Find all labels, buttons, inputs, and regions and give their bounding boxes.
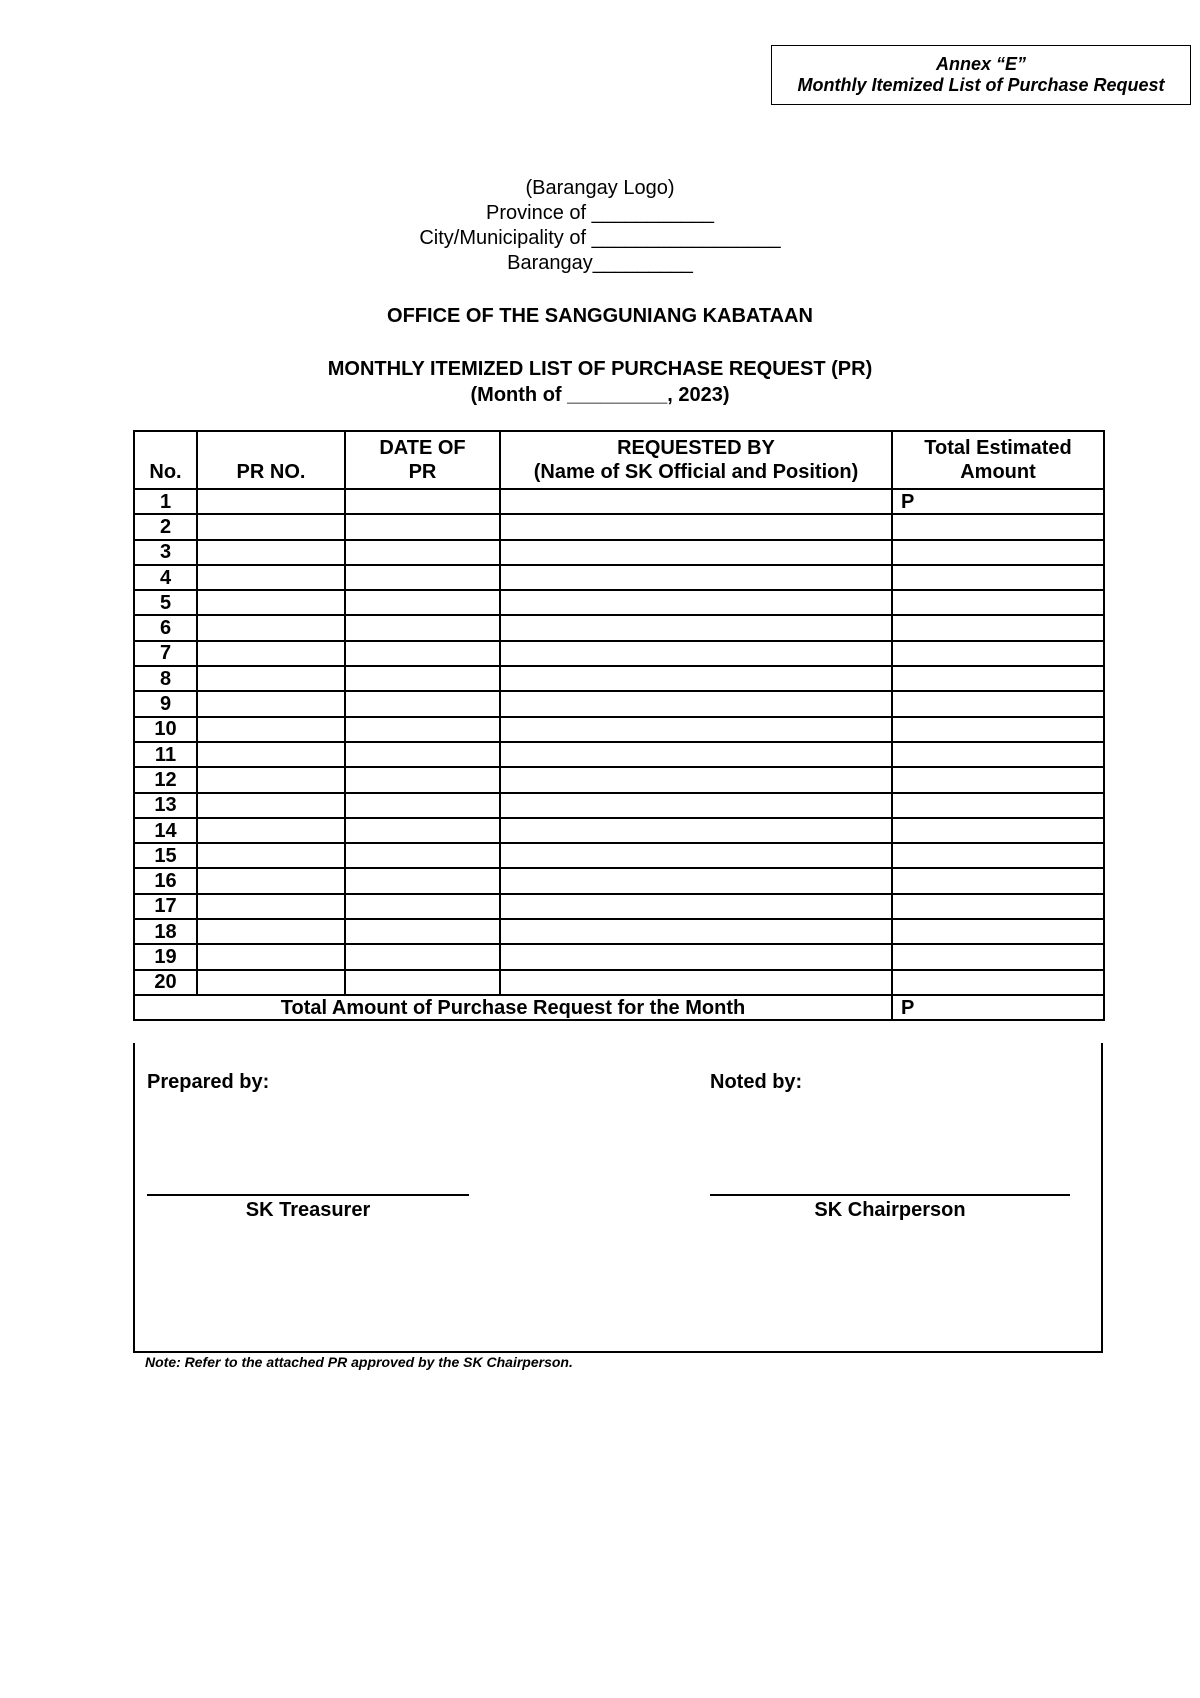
amount-cell[interactable] [892,944,1104,969]
row-number: 17 [134,894,197,919]
treasurer-title: SK Treasurer [245,1199,371,1221]
table-row [134,894,1104,919]
chairperson-signature-line[interactable] [710,1194,1070,1196]
requested-by-cell[interactable] [500,818,892,843]
col-header-requested-line1: REQUESTED BY [617,437,775,459]
table-row [134,970,1104,995]
date-cell[interactable] [345,666,500,691]
col-header-amount-line1: Total Estimated [924,437,1072,459]
amount-cell[interactable] [892,540,1104,565]
requested-by-cell[interactable] [500,540,892,565]
table-row [134,540,1104,565]
col-header-amount [892,431,1104,489]
row-number: 10 [134,717,197,742]
date-cell[interactable] [345,919,500,944]
requested-by-cell[interactable] [500,868,892,893]
noted-by-label: Noted by: [710,1071,803,1093]
amount-cell[interactable] [892,615,1104,640]
amount-cell[interactable] [892,590,1104,615]
row-number: 9 [134,691,197,716]
col-header-requested-line2: (Name of SK Official and Position) [533,461,859,483]
form-title [0,356,1200,408]
province-line: Province of ___________ [486,202,714,224]
amount-cell[interactable] [892,742,1104,767]
table-row [134,565,1104,590]
date-cell[interactable] [345,894,500,919]
table-row [134,868,1104,893]
pr-no-cell[interactable] [197,514,345,539]
table-row [134,767,1104,792]
pr-no-cell[interactable] [197,793,345,818]
col-header-requested-by [500,431,892,489]
requested-by-cell[interactable] [500,767,892,792]
pr-no-cell[interactable] [197,767,345,792]
row-number: 4 [134,565,197,590]
date-cell[interactable] [345,868,500,893]
requested-by-cell[interactable] [500,489,892,514]
annex-label: Annex “E” [935,54,1027,74]
date-cell[interactable] [345,742,500,767]
pr-no-cell[interactable] [197,590,345,615]
prepared-by-label: Prepared by: [147,1071,270,1093]
table-row [134,615,1104,640]
pr-no-cell[interactable] [197,868,345,893]
footnote: Note: Refer to the attached PR approved by the SK Chairperson. [145,1354,573,1370]
table-row [134,641,1104,666]
requested-by-cell[interactable] [500,615,892,640]
purchase-request-table [133,430,1105,1021]
date-cell[interactable] [345,615,500,640]
row-number: 18 [134,919,197,944]
amount-cell[interactable] [892,818,1104,843]
form-title-month: (Month of _________, 2023) [470,384,730,406]
requested-by-cell[interactable] [500,641,892,666]
table-row [134,691,1104,716]
city-line: City/Municipality of _________________ [419,227,781,249]
date-cell[interactable] [345,944,500,969]
pr-no-cell[interactable] [197,818,345,843]
col-header-pr-no: PR NO. [197,431,345,489]
pr-no-cell[interactable] [197,615,345,640]
requested-by-cell[interactable] [500,793,892,818]
amount-cell[interactable] [892,843,1104,868]
date-cell[interactable] [345,793,500,818]
pr-no-cell[interactable] [197,944,345,969]
amount-cell[interactable] [892,793,1104,818]
table-row [134,843,1104,868]
date-cell[interactable] [345,540,500,565]
pr-no-cell[interactable] [197,489,345,514]
pr-no-cell[interactable] [197,742,345,767]
date-cell[interactable] [345,970,500,995]
requested-by-cell[interactable] [500,894,892,919]
table-row [134,944,1104,969]
pr-no-cell[interactable] [197,970,345,995]
row-number: 16 [134,868,197,893]
requested-by-cell[interactable] [500,514,892,539]
row-number: 13 [134,793,197,818]
requested-by-cell[interactable] [500,919,892,944]
col-header-amount-line2: Amount [960,461,1036,483]
amount-cell[interactable] [892,919,1104,944]
requested-by-cell[interactable] [500,970,892,995]
row-number: 20 [134,970,197,995]
requested-by-cell[interactable] [500,944,892,969]
row-number: 19 [134,944,197,969]
table-row [134,919,1104,944]
total-amount-value[interactable]: P [892,995,1104,1020]
pr-no-cell[interactable] [197,540,345,565]
table-header-row [134,431,1104,489]
row-number: 12 [134,767,197,792]
date-cell[interactable] [345,717,500,742]
date-cell[interactable] [345,514,500,539]
amount-cell[interactable] [892,767,1104,792]
table-row [134,818,1104,843]
table-body [134,489,1104,995]
requested-by-cell[interactable] [500,742,892,767]
row-number: 6 [134,615,197,640]
date-cell[interactable] [345,843,500,868]
table-row [134,514,1104,539]
requested-by-cell[interactable] [500,565,892,590]
amount-cell[interactable] [892,970,1104,995]
amount-cell[interactable] [892,868,1104,893]
row-number: 14 [134,818,197,843]
barangay-logo-placeholder: (Barangay Logo) [525,177,675,199]
total-label: Total Amount of Purchase Request for the Month [134,995,892,1020]
row-number: 5 [134,590,197,615]
signature-section [133,1043,1103,1353]
date-cell[interactable] [345,565,500,590]
pr-no-cell[interactable] [197,843,345,868]
form-title-main: MONTHLY ITEMIZED LIST OF PURCHASE REQUEST (PR) [327,358,873,380]
row-number: 7 [134,641,197,666]
barangay-line: Barangay_________ [507,252,693,274]
amount-cell[interactable] [892,691,1104,716]
requested-by-cell[interactable] [500,843,892,868]
pr-no-cell[interactable] [197,691,345,716]
pr-no-cell[interactable] [197,717,345,742]
amount-cell[interactable] [892,666,1104,691]
date-cell[interactable] [345,767,500,792]
annex-subtitle: Monthly Itemized List of Purchase Request [797,75,1165,95]
col-header-date-line1: DATE OF [379,437,466,459]
date-cell[interactable] [345,818,500,843]
row-number: 8 [134,666,197,691]
pr-no-cell[interactable] [197,666,345,691]
amount-cell[interactable] [892,565,1104,590]
requested-by-cell[interactable] [500,666,892,691]
annex-box [771,45,1191,105]
requested-by-cell[interactable] [500,691,892,716]
table-row [134,793,1104,818]
pr-no-cell[interactable] [197,894,345,919]
table-row [134,489,1104,514]
pr-no-cell[interactable] [197,919,345,944]
chairperson-title: SK Chairperson [814,1199,966,1221]
requested-by-cell[interactable] [500,717,892,742]
date-cell[interactable] [345,590,500,615]
amount-cell[interactable] [892,641,1104,666]
row-number: 15 [134,843,197,868]
col-header-no: No. [134,431,197,489]
amount-cell[interactable] [892,717,1104,742]
date-cell[interactable] [345,641,500,666]
date-cell[interactable] [345,489,500,514]
letterhead [0,176,1200,276]
total-row [134,995,1104,1020]
row-number: 2 [134,514,197,539]
row-number: 11 [134,742,197,767]
requested-by-cell[interactable] [500,590,892,615]
table-row [134,742,1104,767]
pr-no-cell[interactable] [197,641,345,666]
date-cell[interactable] [345,691,500,716]
pr-no-cell[interactable] [197,565,345,590]
table-row [134,666,1104,691]
row-number: 3 [134,540,197,565]
amount-cell[interactable] [892,894,1104,919]
row-number: 1 [134,489,197,514]
office-heading: OFFICE OF THE SANGGUNIANG KABATAAN [387,305,813,327]
treasurer-signature-line[interactable] [147,1194,469,1196]
amount-cell[interactable]: P [892,489,1104,514]
col-header-date-line2: PR [408,461,437,483]
amount-cell[interactable] [892,514,1104,539]
table-row [134,717,1104,742]
col-header-date [345,431,500,489]
table-row [134,590,1104,615]
